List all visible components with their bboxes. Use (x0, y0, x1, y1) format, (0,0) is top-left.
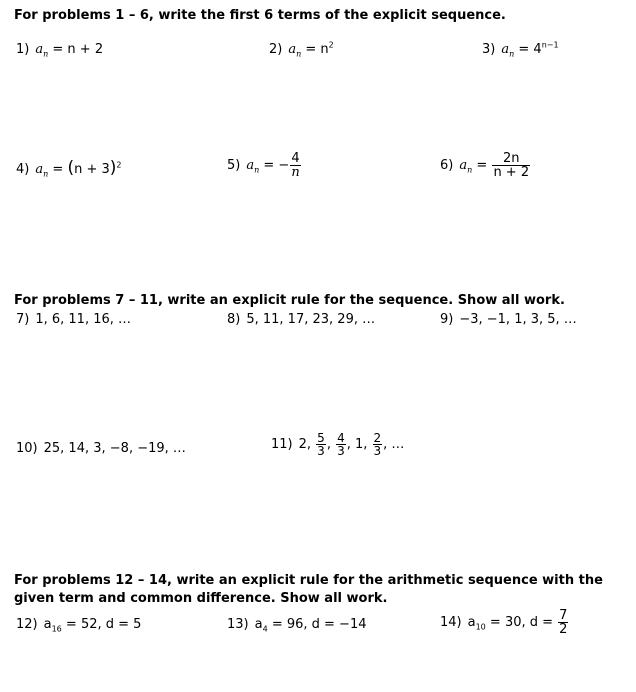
sequence-tail: , … (383, 437, 405, 452)
problem-number: 5) (227, 158, 241, 173)
term-subscript: n (509, 49, 515, 59)
problem-10 (16, 441, 186, 457)
problem-2 (269, 42, 334, 58)
fraction (373, 432, 383, 457)
problem-number: 3) (482, 42, 496, 57)
separator: , 1, (346, 437, 372, 452)
fraction-denominator: 3 (373, 444, 382, 458)
fraction (316, 432, 326, 457)
open-paren: ( (67, 158, 75, 178)
problem-5 (227, 152, 302, 179)
section-3-heading: For problems 12 – 14, write an explicit rule for the arithmetic sequence with the given term and common difference. Show all work. (14, 573, 603, 606)
problem-7 (16, 312, 131, 328)
equation: = n (301, 42, 329, 57)
problem-number: 9) (440, 312, 454, 327)
close-paren: ) (109, 158, 117, 178)
problem-number: 8) (227, 312, 241, 327)
sequence: −3, −1, 1, 3, 5, … (459, 312, 577, 327)
fraction-numerator: 7 (559, 608, 568, 623)
sequence: 5, 11, 17, 23, 29, … (246, 312, 376, 327)
problem-4 (16, 160, 121, 178)
fraction-numerator: 2n (492, 152, 530, 166)
term-subscript: 16 (51, 624, 62, 634)
problem-number: 2) (269, 42, 283, 57)
fraction (558, 609, 568, 636)
fraction (336, 432, 346, 457)
problem-1 (16, 42, 103, 58)
term-subscript: n (43, 49, 49, 59)
fraction (290, 152, 300, 179)
sequence-lead: 2, (298, 437, 316, 452)
sequence: 1, 6, 11, 16, … (35, 312, 132, 327)
equation: = − (259, 158, 290, 173)
equation: = (472, 158, 492, 173)
fraction-denominator: 3 (337, 444, 345, 458)
problem-12 (16, 617, 141, 633)
term-subscript: 10 (475, 622, 486, 632)
fraction-numerator: 4 (337, 431, 345, 445)
fraction-numerator: 4 (291, 151, 300, 166)
problem-number: 12) (16, 617, 38, 632)
term-var: a (43, 617, 52, 632)
term-var: a (288, 42, 297, 57)
given-values: = 52, d = 5 (61, 617, 142, 632)
problem-13 (227, 617, 367, 633)
problem-9 (440, 312, 577, 328)
problem-number: 11) (271, 437, 293, 452)
section-1-heading: For problems 1 – 6, write the first 6 terms of the explicit sequence. (14, 8, 506, 23)
term-var: a (501, 42, 510, 57)
problem-number: 1) (16, 42, 30, 57)
term-var: a (35, 162, 44, 177)
equation: = 4 (514, 42, 542, 57)
fraction-numerator: 5 (317, 431, 325, 445)
term-subscript: n (467, 165, 473, 175)
term-var: a (35, 42, 44, 57)
term-var: a (246, 158, 255, 173)
problem-14 (440, 609, 569, 636)
fraction-denominator: n + 2 (493, 165, 530, 180)
problem-number: 4) (16, 162, 30, 177)
separator: , (326, 437, 336, 452)
problem-11 (271, 432, 404, 457)
problem-3 (482, 42, 559, 58)
problem-number: 10) (16, 441, 38, 456)
term-var: a (459, 158, 468, 173)
given-values: = 96, d = −14 (267, 617, 367, 632)
section-2-heading: For problems 7 – 11, write an explicit rule for the sequence. Show all work. (14, 293, 565, 308)
given-values: = 30, d = (485, 615, 558, 630)
inner-expression: n + 3 (74, 162, 110, 177)
term-var: a (467, 615, 476, 630)
exponent: n−1 (541, 40, 559, 50)
fraction (492, 152, 530, 179)
problem-number: 14) (440, 615, 462, 630)
problem-number: 13) (227, 617, 249, 632)
term-var: a (254, 617, 263, 632)
fraction-denominator: n (291, 165, 300, 180)
term-subscript: 4 (262, 624, 268, 634)
problem-8 (227, 312, 375, 328)
fraction-denominator: 3 (317, 444, 325, 458)
term-subscript: n (296, 49, 302, 59)
problem-6 (440, 152, 531, 179)
fraction-numerator: 2 (373, 431, 382, 445)
problem-number: 6) (440, 158, 454, 173)
exponent: 2 (116, 160, 122, 170)
term-subscript: n (254, 165, 260, 175)
equation: = (48, 162, 68, 177)
fraction-denominator: 2 (559, 622, 568, 637)
term-subscript: n (43, 169, 49, 179)
equation: = n + 2 (48, 42, 104, 57)
exponent: 2 (328, 40, 334, 50)
problem-number: 7) (16, 312, 30, 327)
sequence: 25, 14, 3, −8, −19, … (43, 441, 186, 456)
